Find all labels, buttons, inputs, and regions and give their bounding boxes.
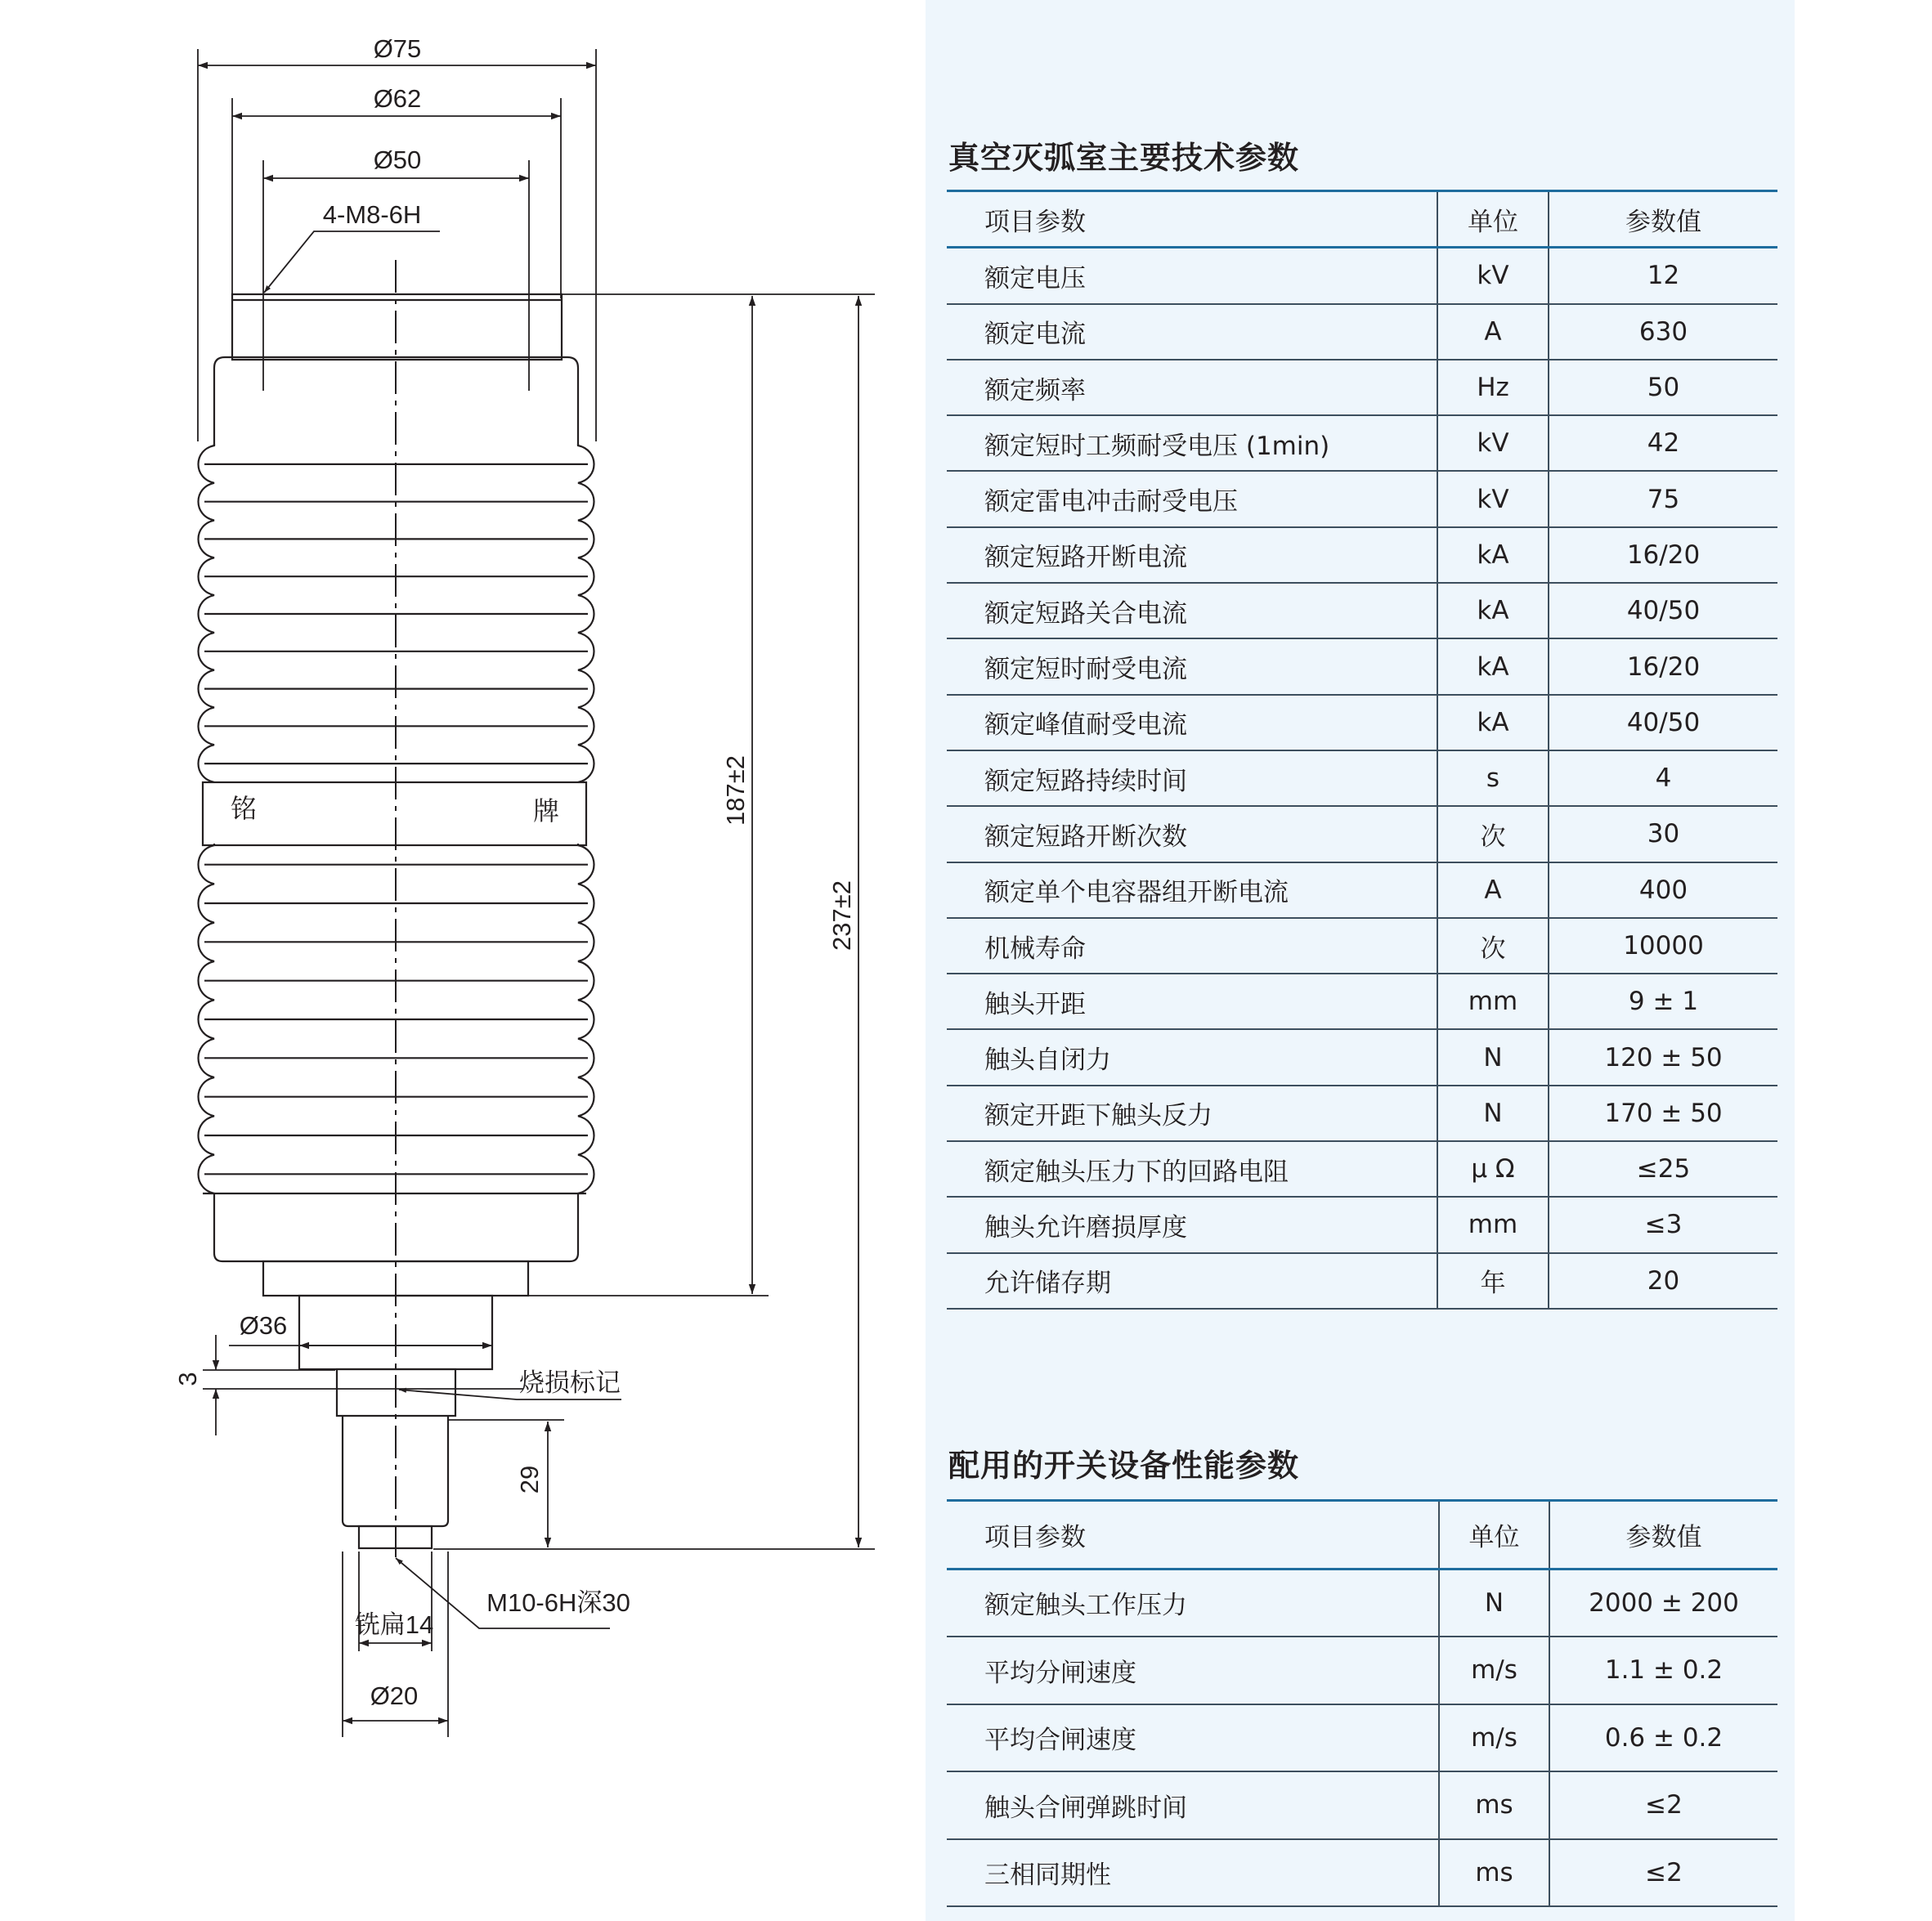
param-value: 50 <box>1549 360 1777 415</box>
param-name: 触头开距 <box>947 974 1437 1029</box>
param-value: 0.6 ± 0.2 <box>1549 1704 1777 1772</box>
table-row <box>947 360 1777 415</box>
dim-62-label: Ø62 <box>373 84 422 113</box>
param-name: 额定短路开断次数 <box>947 806 1437 862</box>
table-row <box>947 1771 1777 1839</box>
param-name: 机械寿命 <box>947 918 1437 974</box>
dim-187-label: 187±2 <box>721 755 750 826</box>
table-row <box>947 1197 1777 1252</box>
dim-75-label: Ø75 <box>373 34 422 63</box>
param-unit: N <box>1439 1569 1549 1637</box>
param-name: 平均分闸速度 <box>947 1637 1439 1704</box>
table-header-row <box>947 191 1777 248</box>
param-unit: kV <box>1437 248 1549 304</box>
param-value: 4 <box>1549 750 1777 806</box>
table-row <box>947 1637 1777 1704</box>
param-unit: kA <box>1437 638 1549 694</box>
param-unit: kA <box>1437 695 1549 750</box>
table2-title: 配用的开关设备性能参数 <box>948 1448 1300 1484</box>
thread-callout-label: 4-M8-6H <box>322 200 422 229</box>
param-name: 额定单个电容器组开断电流 <box>947 862 1437 918</box>
dim-29-label: 29 <box>515 1465 544 1494</box>
header-item: 项目参数 <box>947 1501 1439 1569</box>
table-row <box>947 583 1777 638</box>
milled-flat-label: 铣扁14 <box>354 1610 434 1639</box>
table-row <box>947 1086 1777 1141</box>
param-name: 额定短路开断电流 <box>947 527 1437 583</box>
table-row <box>947 695 1777 750</box>
param-unit: kA <box>1437 527 1549 583</box>
parameters-panel <box>926 0 1795 1921</box>
param-value: ≤2 <box>1549 1771 1777 1839</box>
table-row <box>947 974 1777 1029</box>
table-row <box>947 750 1777 806</box>
table-header-row <box>947 1501 1777 1569</box>
param-unit: μ Ω <box>1437 1141 1549 1197</box>
vacuum-interrupter-drawing <box>0 0 916 1921</box>
param-name: 额定频率 <box>947 360 1437 415</box>
param-unit: N <box>1437 1029 1549 1085</box>
table-row <box>947 248 1777 304</box>
switchgear-parameters-table <box>947 1499 1777 1907</box>
param-name: 额定短时工频耐受电压 (1min) <box>947 415 1437 471</box>
param-unit: A <box>1437 304 1549 360</box>
main-parameters-table <box>947 190 1777 1310</box>
table-row <box>947 1704 1777 1772</box>
header-unit: 单位 <box>1437 191 1549 248</box>
param-unit: Hz <box>1437 360 1549 415</box>
nameplate-right-label: 牌 <box>532 796 560 826</box>
table-row <box>947 1839 1777 1907</box>
table-row <box>947 1029 1777 1085</box>
param-value: ≤3 <box>1549 1197 1777 1252</box>
param-name: 额定短路持续时间 <box>947 750 1437 806</box>
param-name: 额定触头工作压力 <box>947 1569 1439 1637</box>
table-row <box>947 1141 1777 1197</box>
param-name: 允许储存期 <box>947 1253 1437 1309</box>
table-row <box>947 1569 1777 1637</box>
param-unit: kA <box>1437 583 1549 638</box>
param-unit: A <box>1437 862 1549 918</box>
param-unit: 年 <box>1437 1253 1549 1309</box>
dim-237-label: 237±2 <box>827 880 856 951</box>
param-value: 1.1 ± 0.2 <box>1549 1637 1777 1704</box>
table-row <box>947 415 1777 471</box>
nameplate-left-label: 铭 <box>230 794 258 823</box>
param-name: 额定触头压力下的回路电阻 <box>947 1141 1437 1197</box>
param-value: 20 <box>1549 1253 1777 1309</box>
param-value: 9 ± 1 <box>1549 974 1777 1029</box>
param-value: 16/20 <box>1549 638 1777 694</box>
param-unit: mm <box>1437 974 1549 1029</box>
param-unit: m/s <box>1439 1637 1549 1704</box>
dim-36-label: Ø36 <box>239 1311 288 1340</box>
param-unit: 次 <box>1437 806 1549 862</box>
param-unit: s <box>1437 750 1549 806</box>
rod-thread-label: M10-6H深30 <box>486 1588 630 1617</box>
param-name: 额定电压 <box>947 248 1437 304</box>
param-unit: mm <box>1437 1197 1549 1252</box>
param-value: ≤2 <box>1549 1839 1777 1907</box>
header-value: 参数值 <box>1549 191 1777 248</box>
param-value: 16/20 <box>1549 527 1777 583</box>
burn-mark-label: 烧损标记 <box>519 1368 621 1397</box>
param-value: 10000 <box>1549 918 1777 974</box>
param-unit: kV <box>1437 471 1549 526</box>
header-item: 项目参数 <box>947 191 1437 248</box>
dim-20-label: Ø20 <box>370 1681 419 1710</box>
table-row <box>947 862 1777 918</box>
top-flange <box>232 294 562 360</box>
table-row <box>947 638 1777 694</box>
thread-leader <box>264 231 440 293</box>
header-unit: 单位 <box>1439 1501 1549 1569</box>
param-name: 额定短路关合电流 <box>947 583 1437 638</box>
param-value: 400 <box>1549 862 1777 918</box>
param-value: 40/50 <box>1549 695 1777 750</box>
param-unit: 次 <box>1437 918 1549 974</box>
param-name: 额定电流 <box>947 304 1437 360</box>
param-value: 170 ± 50 <box>1549 1086 1777 1141</box>
param-unit: N <box>1437 1086 1549 1141</box>
param-name: 触头自闭力 <box>947 1029 1437 1085</box>
param-unit: m/s <box>1439 1704 1549 1772</box>
table1-title: 真空灭弧室主要技术参数 <box>948 140 1300 176</box>
param-value: 120 ± 50 <box>1549 1029 1777 1085</box>
dim-3-label: 3 <box>173 1372 202 1386</box>
param-value: 630 <box>1549 304 1777 360</box>
nameplate-band <box>203 782 586 845</box>
param-name: 平均合闸速度 <box>947 1704 1439 1772</box>
param-value: 42 <box>1549 415 1777 471</box>
table-row <box>947 471 1777 526</box>
param-name: 三相同期性 <box>947 1839 1439 1907</box>
param-unit: kV <box>1437 415 1549 471</box>
table-row <box>947 304 1777 360</box>
param-unit: ms <box>1439 1771 1549 1839</box>
header-value: 参数值 <box>1549 1501 1777 1569</box>
table-row <box>947 806 1777 862</box>
param-value: 75 <box>1549 471 1777 526</box>
param-name: 触头合闸弹跳时间 <box>947 1771 1439 1839</box>
param-value: ≤25 <box>1549 1141 1777 1197</box>
param-name: 额定短时耐受电流 <box>947 638 1437 694</box>
param-value: 40/50 <box>1549 583 1777 638</box>
dim-50-label: Ø50 <box>373 146 422 174</box>
param-name: 触头允许磨损厚度 <box>947 1197 1437 1252</box>
param-name: 额定雷电冲击耐受电压 <box>947 471 1437 526</box>
table-row <box>947 918 1777 974</box>
param-name: 额定开距下触头反力 <box>947 1086 1437 1141</box>
param-value: 30 <box>1549 806 1777 862</box>
table-row <box>947 527 1777 583</box>
param-name: 额定峰值耐受电流 <box>947 695 1437 750</box>
param-value: 12 <box>1549 248 1777 304</box>
param-unit: ms <box>1439 1839 1549 1907</box>
table-row <box>947 1253 1777 1309</box>
param-value: 2000 ± 200 <box>1549 1569 1777 1637</box>
